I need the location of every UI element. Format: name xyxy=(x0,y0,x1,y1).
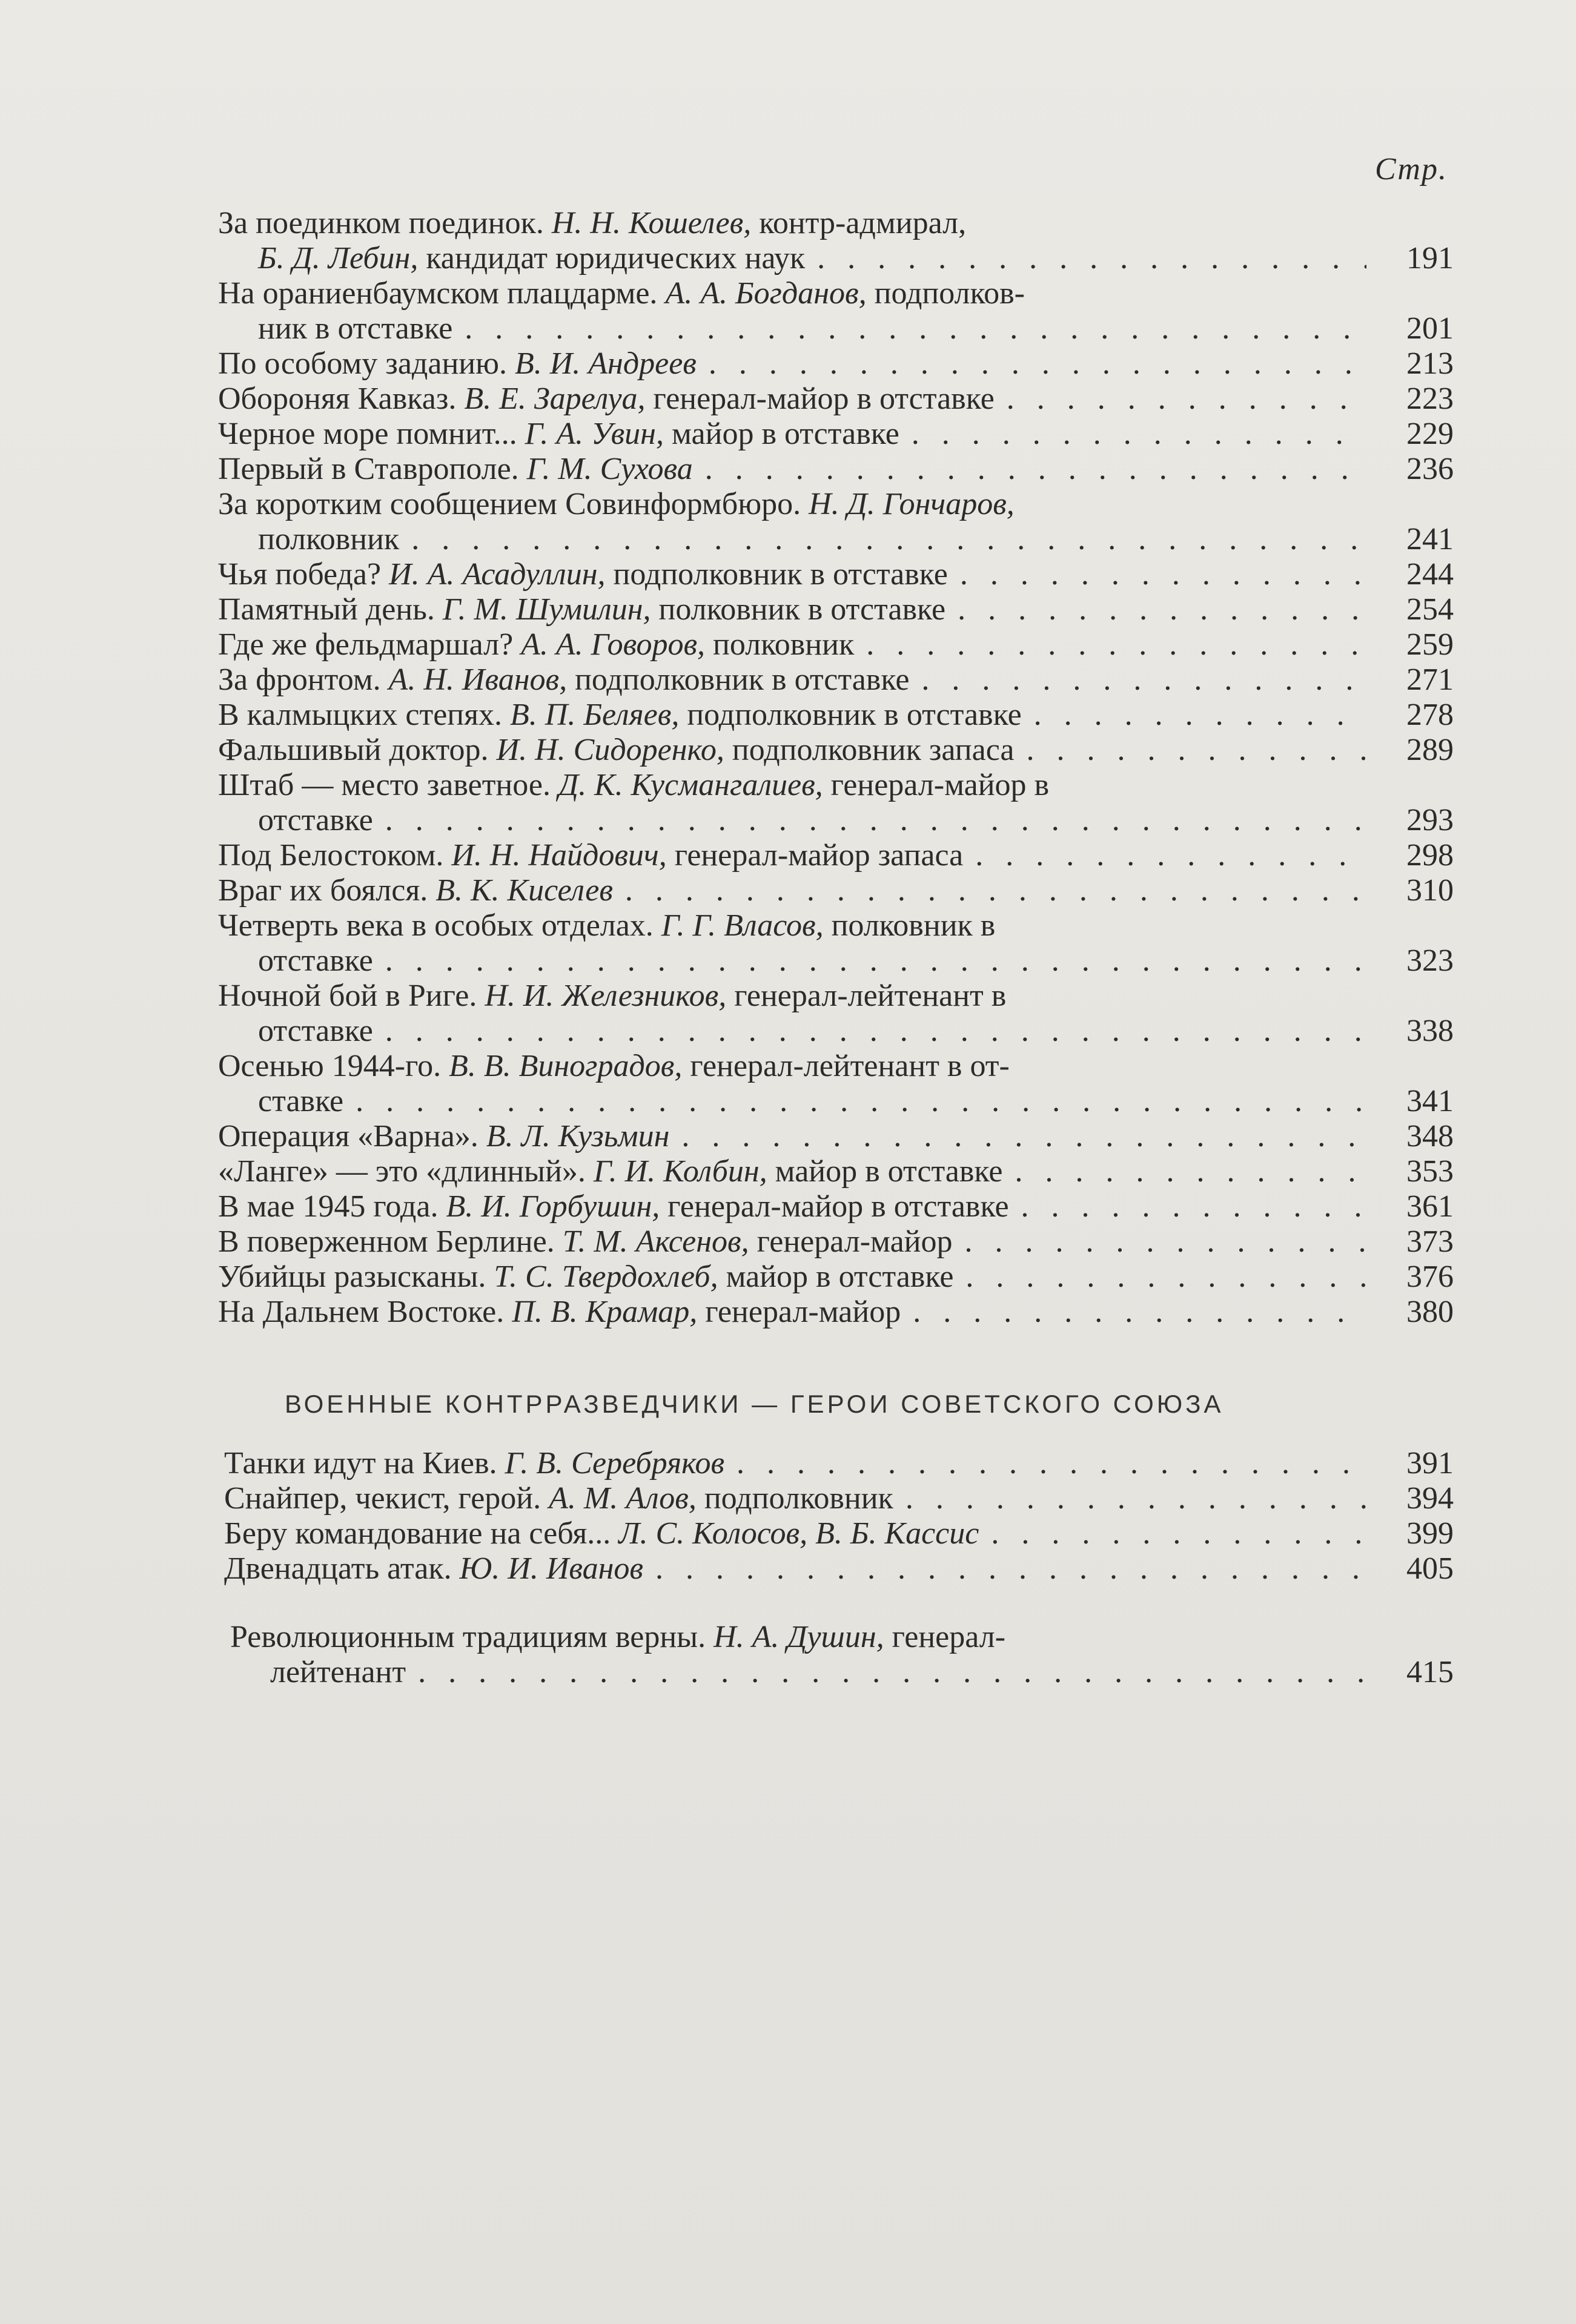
toc-entry xyxy=(218,1295,1454,1330)
section-title: ВОЕННЫЕ КОНТРРАЗВЕДЧИКИ — ГЕРОИ СОВЕТСКОГО СОЮЗА xyxy=(285,1390,1224,1418)
entry-title: На ораниенбаумском плацдарме. xyxy=(218,276,666,311)
toc-entry xyxy=(218,838,1454,873)
dot-leader xyxy=(1007,381,1366,417)
toc-entry xyxy=(218,206,1454,276)
dot-leader xyxy=(965,1259,1366,1295)
entry-title: Черное море помнит... xyxy=(218,417,525,451)
dot-leader xyxy=(1034,698,1366,733)
entry-line xyxy=(218,1084,1454,1119)
entry-author: В. К. Киселев xyxy=(435,873,613,908)
entry-title: Беру командование на себя... xyxy=(224,1516,619,1551)
entry-role-continued: ник в отставке xyxy=(258,311,453,346)
entry-author: Н. Д. Гончаров, xyxy=(809,487,1015,521)
entry-role: генерал-майор в xyxy=(830,768,1050,802)
entry-line xyxy=(218,1049,1454,1084)
entry-page-number: 310 xyxy=(1406,873,1454,908)
dot-leader xyxy=(705,452,1366,487)
toc-entry xyxy=(218,768,1454,838)
entry-title: В поверженном Берлине. xyxy=(218,1224,563,1259)
entry-line xyxy=(218,276,1454,311)
toc-entry xyxy=(218,1049,1454,1119)
entry-role: подполковник xyxy=(704,1481,893,1516)
entry-author: А. А. Богданов, xyxy=(665,276,875,311)
entry-line xyxy=(224,1446,1454,1481)
toc-entry xyxy=(218,627,1454,662)
dot-leader xyxy=(1027,733,1367,768)
entry-line xyxy=(218,627,1454,662)
entry-line xyxy=(218,592,1454,627)
entry-page-number: 391 xyxy=(1406,1446,1454,1481)
entry-line xyxy=(224,1516,1454,1551)
entry-author: А. М. Алов, xyxy=(549,1481,704,1516)
entry-author: А. Н. Иванов, xyxy=(388,662,575,697)
final-entry xyxy=(230,1620,1454,1690)
entry-line xyxy=(218,873,1454,908)
dot-leader xyxy=(965,1224,1366,1259)
toc-entry xyxy=(218,346,1454,381)
entry-page-number: 241 xyxy=(1406,522,1454,556)
entry-line xyxy=(218,1295,1454,1330)
toc-entry xyxy=(218,908,1454,979)
entry-line xyxy=(218,381,1454,417)
entry-title: «Ланге» — это «длинный». xyxy=(218,1154,594,1189)
page-column-label: Стр. xyxy=(1375,152,1448,187)
entry-page-number: 373 xyxy=(1406,1224,1454,1259)
dot-leader xyxy=(1015,1154,1366,1189)
entry-author: Т. М. Аксенов, xyxy=(562,1224,757,1259)
entry-title: Обороняя Кавказ. xyxy=(218,381,465,416)
entry-page-number: 289 xyxy=(1406,733,1454,767)
entry-page-number: 380 xyxy=(1406,1295,1454,1329)
toc-entry xyxy=(218,417,1454,452)
dot-leader xyxy=(1021,1189,1366,1224)
entry-line xyxy=(218,1259,1454,1295)
toc-entry xyxy=(218,487,1454,557)
entry-page-number: 213 xyxy=(1406,346,1454,381)
entry-role: подполковник в отставке xyxy=(575,662,910,697)
dot-leader xyxy=(465,311,1366,346)
entry-line xyxy=(230,1655,1454,1690)
entry-line xyxy=(218,908,1454,943)
entry-author: В. И. Горбушин, xyxy=(446,1189,668,1224)
entry-title: Ночной бой в Риге. xyxy=(218,979,485,1013)
entry-line xyxy=(218,206,1454,241)
entry-author: В. Л. Кузьмин xyxy=(486,1119,670,1154)
entry-author: Г. М. Сухова xyxy=(526,452,693,486)
entry-page-number: 399 xyxy=(1406,1516,1454,1551)
entry-author: Г. М. Шумилин, xyxy=(442,592,659,627)
entry-role-continued: отставке xyxy=(258,803,373,837)
toc-entry xyxy=(218,381,1454,417)
entry-title: Памятный день. xyxy=(218,592,443,627)
dot-leader xyxy=(737,1446,1366,1481)
entry-line xyxy=(218,1189,1454,1224)
toc-entry xyxy=(218,592,1454,627)
entry-title: Фальшивый доктор. xyxy=(218,733,497,767)
entry-title: Где же фельдмаршал? xyxy=(218,627,521,662)
dot-leader xyxy=(709,346,1366,381)
entry-author: Г. И. Колбин, xyxy=(593,1154,775,1189)
entry-page-number: 405 xyxy=(1406,1551,1454,1586)
entry-line xyxy=(218,733,1454,768)
final-entry xyxy=(230,1620,1454,1690)
entry-page-number: 259 xyxy=(1406,627,1454,662)
dot-leader xyxy=(921,662,1366,698)
entry-line xyxy=(218,698,1454,733)
entry-line xyxy=(230,1620,1454,1655)
entry-author: Л. С. Колосов, В. Б. Кассис xyxy=(618,1516,979,1551)
entry-role: кандидат юридических наук xyxy=(418,241,806,276)
dot-leader xyxy=(385,803,1366,838)
entry-role: полковник в xyxy=(831,908,996,943)
dot-leader xyxy=(817,241,1366,276)
entry-page-number: 293 xyxy=(1406,803,1454,837)
entry-role: полковник в отставке xyxy=(658,592,946,627)
entry-page-number: 338 xyxy=(1406,1014,1454,1048)
entry-page-number: 415 xyxy=(1406,1655,1454,1689)
entry-line xyxy=(218,979,1454,1014)
dot-leader xyxy=(356,1084,1366,1119)
entry-role: генерал-майор запаса xyxy=(674,838,964,873)
entry-role: майор в отставке xyxy=(775,1154,1003,1189)
entry-line xyxy=(218,417,1454,452)
entry-role: генерал-майор в отставке xyxy=(653,381,995,416)
dot-leader xyxy=(866,627,1366,662)
toc-entry xyxy=(218,557,1454,592)
entry-role: подполков- xyxy=(874,276,1025,311)
entry-role-continued: ставке xyxy=(258,1084,344,1118)
dot-leader xyxy=(912,417,1366,452)
hero-entry xyxy=(224,1446,1454,1481)
toc-entry xyxy=(218,698,1454,733)
entry-line xyxy=(218,452,1454,487)
entry-role-continued: отставке xyxy=(258,943,373,978)
hero-entry xyxy=(224,1481,1454,1516)
entry-author: Г. А. Увин, xyxy=(525,417,672,451)
dot-leader xyxy=(411,522,1366,557)
entry-page-number: 353 xyxy=(1406,1154,1454,1189)
entry-title: В калмыцких степях. xyxy=(218,698,511,732)
entry-author: П. В. Крамар, xyxy=(512,1295,706,1329)
dot-leader xyxy=(991,1516,1366,1551)
entry-page-number: 201 xyxy=(1406,311,1454,346)
entry-page-number: 271 xyxy=(1406,662,1454,697)
toc-entry xyxy=(218,979,1454,1049)
entry-author: Г. В. Серебряков xyxy=(505,1446,725,1481)
entry-page-number: 254 xyxy=(1406,592,1454,627)
entry-title: Снайпер, чекист, герой. xyxy=(224,1481,549,1516)
hero-entry xyxy=(224,1551,1454,1586)
entry-line xyxy=(218,803,1454,838)
entry-line xyxy=(218,1224,1454,1259)
dot-leader xyxy=(906,1481,1366,1516)
entry-line xyxy=(218,487,1454,522)
dot-leader xyxy=(913,1295,1366,1330)
entry-line xyxy=(218,346,1454,381)
entry-page-number: 278 xyxy=(1406,698,1454,732)
entry-role: генерал-лейтенант в от- xyxy=(690,1049,1010,1083)
entry-title: Первый в Ставрополе. xyxy=(218,452,527,486)
entry-role-continued: отставке xyxy=(258,1014,373,1048)
toc-entry xyxy=(218,662,1454,698)
entry-role-continued: лейтенант xyxy=(270,1655,406,1689)
toc-entry xyxy=(218,1154,1454,1189)
toc-entry xyxy=(218,276,1454,346)
entry-title: Враг их боялся. xyxy=(218,873,436,908)
entry-line xyxy=(218,241,1454,276)
entry-title: В мае 1945 года. xyxy=(218,1189,446,1224)
entry-line xyxy=(218,1014,1454,1049)
entry-author: И. Н. Найдович, xyxy=(451,838,675,873)
dot-leader xyxy=(655,1551,1366,1586)
entry-title: Четверть века в особых отделах. xyxy=(218,908,661,943)
entry-title: За поединком поединок. xyxy=(218,206,552,240)
entry-author: В. Е. Зарелуа, xyxy=(464,381,654,416)
entry-role: майор в отставке xyxy=(671,417,899,451)
entry-page-number: 323 xyxy=(1406,943,1454,978)
table-of-contents xyxy=(218,206,1454,1330)
entry-page-number: 244 xyxy=(1406,557,1454,592)
toc-entry xyxy=(218,1259,1454,1295)
entry-page-number: 348 xyxy=(1406,1119,1454,1154)
entry-author: Б. Д. Лебин, xyxy=(258,241,419,276)
toc-entry xyxy=(218,733,1454,768)
entry-role: генерал- xyxy=(892,1620,1006,1654)
entry-line xyxy=(218,522,1454,557)
entry-line xyxy=(224,1481,1454,1516)
entry-role: полковник xyxy=(713,627,855,662)
entry-page-number: 223 xyxy=(1406,381,1454,416)
entry-line xyxy=(218,943,1454,979)
entry-title: За коротким сообщением Совинформбюро. xyxy=(218,487,809,521)
entry-role: генерал-майор в отставке xyxy=(667,1189,1009,1224)
entry-role-continued: полковник xyxy=(258,522,400,556)
entry-role: контр-адмирал, xyxy=(759,206,967,240)
dot-leader xyxy=(958,592,1366,627)
dot-leader xyxy=(385,943,1366,979)
entry-title: Операция «Варна». xyxy=(218,1119,486,1154)
entry-author: Ю. И. Иванов xyxy=(459,1551,643,1586)
entry-page-number: 361 xyxy=(1406,1189,1454,1224)
heroes-section-list xyxy=(224,1446,1454,1586)
entry-author: А. А. Говоров, xyxy=(521,627,714,662)
entry-author: В. И. Андреев xyxy=(514,346,697,381)
entry-page-number: 298 xyxy=(1406,838,1454,873)
entry-title: Убийцы разысканы. xyxy=(218,1259,494,1294)
entry-title: Штаб — место заветное. xyxy=(218,768,558,802)
entry-page-number: 394 xyxy=(1406,1481,1454,1516)
dot-leader xyxy=(960,557,1366,592)
entry-title: По особому заданию. xyxy=(218,346,515,381)
entry-title: На Дальнем Востоке. xyxy=(218,1295,512,1329)
entry-title: Осенью 1944-го. xyxy=(218,1049,449,1083)
entry-title: Под Белостоком. xyxy=(218,838,452,873)
entry-author: Н. И. Железников, xyxy=(485,979,735,1013)
entry-page-number: 236 xyxy=(1406,452,1454,486)
dot-leader xyxy=(625,873,1366,908)
entry-line xyxy=(218,838,1454,873)
entry-role: подполковник в отставке xyxy=(687,698,1022,732)
entry-role: подполковник запаса xyxy=(732,733,1015,767)
entry-author: В. П. Беляев, xyxy=(510,698,687,732)
entry-title: Чья победа? xyxy=(218,557,389,592)
entry-author: Г. Г. Власов, xyxy=(661,908,832,943)
dot-leader xyxy=(975,838,1366,873)
entry-author: Н. А. Душин, xyxy=(714,1620,892,1654)
entry-author: В. В. Виноградов, xyxy=(449,1049,690,1083)
dot-leader xyxy=(385,1014,1366,1049)
toc-entry xyxy=(218,452,1454,487)
entry-title: За фронтом. xyxy=(218,662,389,697)
entry-line xyxy=(218,557,1454,592)
entry-page-number: 191 xyxy=(1406,241,1454,276)
hero-entry xyxy=(224,1516,1454,1551)
dot-leader xyxy=(681,1119,1366,1154)
entry-line xyxy=(224,1551,1454,1586)
entry-page-number: 229 xyxy=(1406,417,1454,451)
entry-page-number: 341 xyxy=(1406,1084,1454,1118)
entry-role: генерал-майор xyxy=(757,1224,953,1259)
entry-author: Н. Н. Кошелев, xyxy=(551,206,760,240)
entry-role: генерал-майор xyxy=(705,1295,901,1329)
entry-line xyxy=(218,311,1454,346)
entry-author: И. Н. Сидоренко, xyxy=(496,733,732,767)
toc-entry xyxy=(218,1189,1454,1224)
dot-leader xyxy=(418,1655,1366,1690)
toc-entry xyxy=(218,1119,1454,1154)
toc-entry xyxy=(218,1224,1454,1259)
entry-author: И. А. Асадуллин, xyxy=(389,557,614,592)
toc-entry xyxy=(218,873,1454,908)
entry-title: Двенадцать атак. xyxy=(224,1551,460,1586)
entry-line xyxy=(218,1119,1454,1154)
entry-title: Танки идут на Киев. xyxy=(224,1446,505,1481)
entry-role: майор в отставке xyxy=(726,1259,954,1294)
entry-author: Д. К. Кусмангалиев, xyxy=(558,768,831,802)
entry-role: генерал-лейтенант в xyxy=(734,979,1007,1013)
entry-author: Т. С. Твердохлеб, xyxy=(494,1259,726,1294)
entry-line xyxy=(218,1154,1454,1189)
entry-line xyxy=(218,662,1454,698)
entry-title: Революционным традициям верны. xyxy=(230,1620,714,1654)
entry-page-number: 376 xyxy=(1406,1259,1454,1294)
entry-line xyxy=(218,768,1454,803)
entry-role: подполковник в отставке xyxy=(613,557,948,592)
